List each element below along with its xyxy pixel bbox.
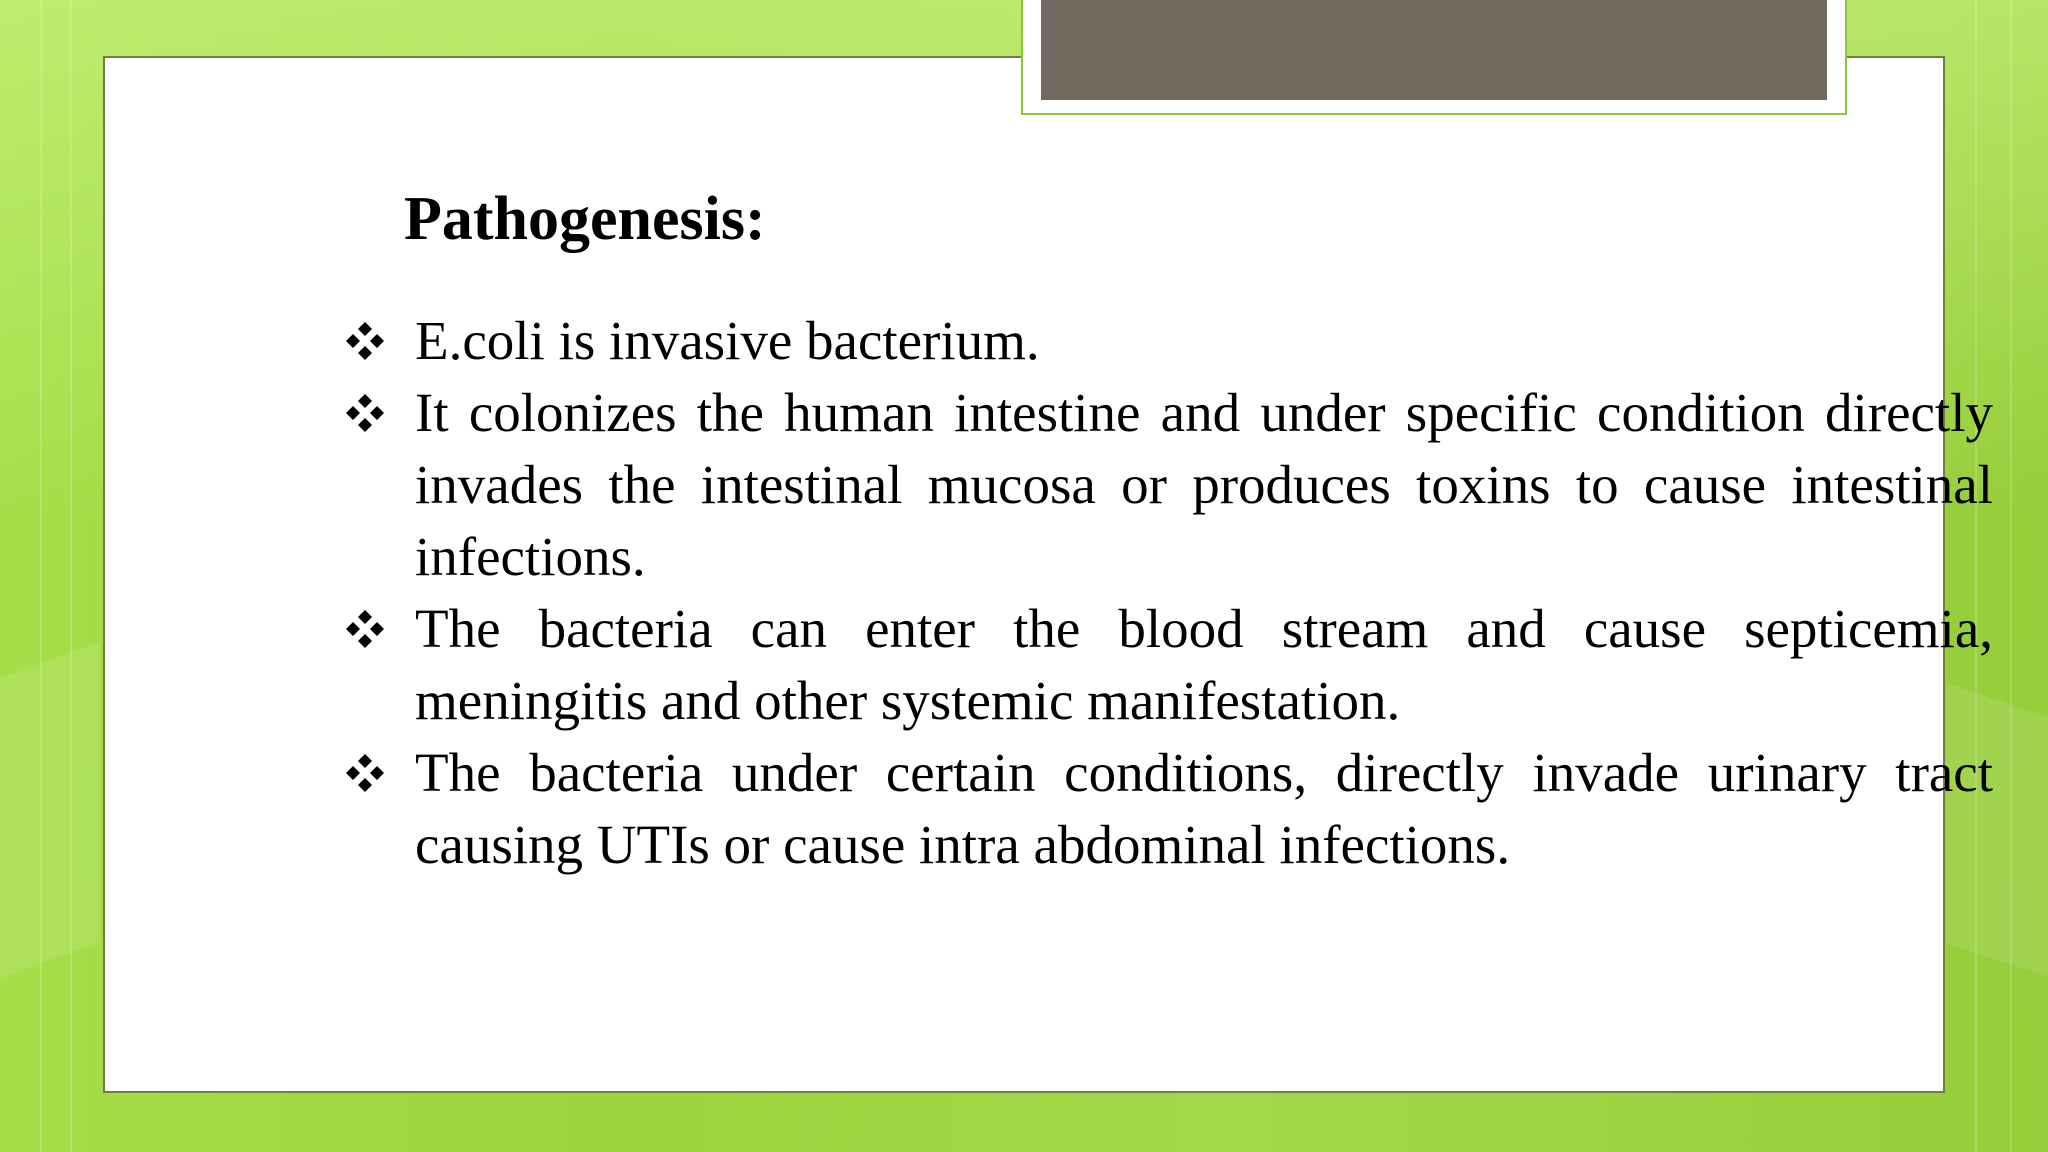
four-diamond-bullet-icon <box>341 377 389 449</box>
background-line <box>70 0 72 1152</box>
bullet-text: It colonizes the human intestine and under specific condition directly invades the intestinal mucosa or produces toxins to cause intestinal infections. <box>415 382 1993 587</box>
background-line <box>2010 0 2012 1152</box>
background-line <box>40 0 42 1152</box>
bullet-list <box>341 305 1993 881</box>
bullet-item <box>341 305 1993 377</box>
slide-heading: Pathogenesis: <box>404 185 766 253</box>
bullet-text: The bacteria under certain conditions, directly invade urinary tract causing UTIs or cause intra abdominal infections. <box>415 742 1993 875</box>
bullet-item <box>341 737 1993 881</box>
slide-panel <box>103 56 1993 1093</box>
four-diamond-bullet-icon <box>341 593 389 665</box>
bullet-text: E.coli is invasive bacterium. <box>415 310 1040 371</box>
background-streak <box>0 642 100 978</box>
four-diamond-bullet-icon <box>341 737 389 809</box>
title-bar <box>1041 0 1827 100</box>
bullet-text: The bacteria can enter the blood stream and cause septicemia, meningitis and other systemic manifestation. <box>415 598 1993 731</box>
bullet-item <box>341 593 1993 737</box>
bullet-item <box>341 377 1993 593</box>
four-diamond-bullet-icon <box>341 305 389 377</box>
